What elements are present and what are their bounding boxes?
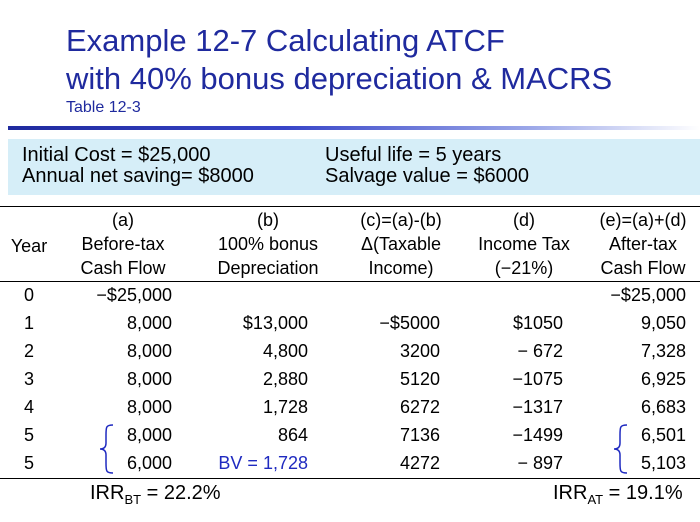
slide-title [66,22,612,98]
header-a-line1: (a) [112,210,134,230]
year5-after-tax-brace [612,423,630,475]
irr-bt-value: = 22.2% [141,482,221,504]
cell-book-value: BV = 1,728 [218,453,308,473]
table-top-border [0,206,700,207]
table-row [0,365,700,393]
cell-after-tax: 5,103 [640,453,686,473]
cell-after-tax: 6,501 [640,425,686,445]
table-bottom-border [0,478,700,479]
cell-taxable-income: 6272 [399,397,440,417]
cell-before-tax: 8,000 [126,425,172,445]
cell-income-tax: $1050 [512,313,563,333]
header-year: Year [10,236,48,256]
cell-after-tax: 7,328 [640,341,686,361]
cell-before-tax: 8,000 [126,397,172,417]
header-a-line3: Cash Flow [80,258,166,278]
irr-at-subscript: AT [587,492,604,507]
header-e-line3: Cash Flow [600,258,686,278]
cell-income-tax: −1317 [512,397,563,417]
cell-year: 0 [23,285,34,305]
cell-taxable-income: 3200 [399,341,440,361]
cell-depreciation: 2,880 [262,369,308,389]
header-c-line1: (c)=(a)-(b) [360,210,442,230]
header-d-line2: Income Tax [478,234,570,254]
cell-depreciation: $13,000 [242,313,308,333]
cell-after-tax: 6,683 [640,397,686,417]
cell-year: 5 [23,425,34,445]
year5-before-tax-brace [98,423,116,475]
cell-year: 3 [23,369,34,389]
cell-after-tax: −$25,000 [610,285,686,305]
header-b-line1: (b) [257,210,279,230]
cell-before-tax: 6,000 [126,453,172,473]
header-a-line2: Before-tax [81,234,165,254]
given-info-box [8,139,700,195]
cell-taxable-income: −$5000 [379,313,440,333]
cell-before-tax: 8,000 [126,313,172,333]
cell-taxable-income: 7136 [399,425,440,445]
table-row [0,309,700,337]
cell-depreciation: 1,728 [262,397,308,417]
header-col-e [586,208,700,280]
table-row [0,337,700,365]
initial-cost-text: Initial Cost = $25,000 [22,144,211,166]
header-col-a [66,208,180,280]
cell-depreciation: 4,800 [262,341,308,361]
title-line-2: with 40% bonus depreciation & MACRS [66,61,613,96]
header-b-line2: 100% bonus [217,234,319,254]
title-line-1: Example 12-7 Calculating ATCF [66,23,505,58]
header-c-line3: Income) [368,258,434,278]
cell-income-tax: −1075 [512,369,563,389]
cell-after-tax: 6,925 [640,369,686,389]
header-col-d [462,208,586,280]
irr-before-tax [90,482,221,507]
cell-after-tax: 9,050 [640,313,686,333]
irr-at-prefix: IRR [553,482,588,504]
header-c-line2: Δ(Taxable [360,234,442,254]
header-col-c [342,208,460,280]
header-b-line3: Depreciation [217,258,319,278]
header-e-line2: After-tax [608,234,678,254]
cell-before-tax: −$25,000 [96,285,172,305]
irr-bt-prefix: IRR [90,482,125,504]
header-d-line3: (−21%) [494,258,554,278]
cell-taxable-income: 4272 [399,453,440,473]
useful-life-text: Useful life = 5 years [325,144,502,166]
header-col-b [196,208,340,280]
cell-income-tax: −1499 [512,425,563,445]
table-row [0,393,700,421]
cell-income-tax: − 897 [517,453,563,473]
irr-at-value: = 19.1% [603,482,683,504]
annual-saving-text: Annual net saving= $8000 [22,165,254,187]
cell-year: 2 [23,341,34,361]
title-divider [8,126,700,130]
irr-bt-subscript: BT [124,492,142,507]
header-d-line1: (d) [513,210,535,230]
salvage-value-text: Salvage value = $6000 [325,165,530,187]
cell-depreciation: 864 [277,425,308,445]
cell-before-tax: 8,000 [126,341,172,361]
cell-year: 4 [23,397,34,417]
irr-after-tax [553,482,683,507]
cell-year: 5 [23,453,34,473]
cell-taxable-income: 5120 [399,369,440,389]
cell-year: 1 [23,313,34,333]
table-label: Table 12-3 [66,99,141,116]
header-e-line1: (e)=(a)+(d) [599,210,687,230]
cell-before-tax: 8,000 [126,369,172,389]
cell-income-tax: − 672 [517,341,563,361]
table-row [0,281,700,309]
